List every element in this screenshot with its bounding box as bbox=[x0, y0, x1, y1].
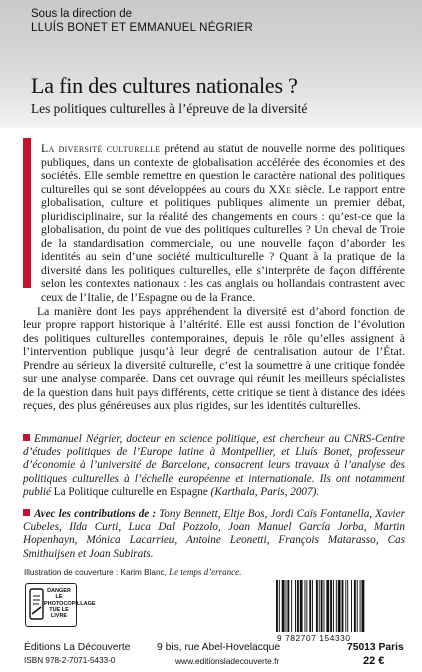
badge-line-2: LE bbox=[55, 594, 63, 601]
contributors-lead: Avec les contributions de : bbox=[34, 508, 157, 521]
publisher-website: www.editionsladecouverte.fr bbox=[175, 656, 280, 666]
barcode-bar bbox=[357, 580, 358, 632]
description bbox=[23, 142, 405, 413]
barcode-bar bbox=[362, 580, 365, 632]
barcode-bar bbox=[306, 580, 307, 632]
barcode-bar bbox=[321, 580, 323, 632]
barcode-bar bbox=[351, 580, 352, 632]
credit-work: Le temps d’errance. bbox=[169, 567, 242, 577]
badge-text bbox=[44, 588, 96, 620]
authors-note bbox=[23, 433, 405, 499]
authors-text: Emmanuel Négrier, docteur en science politique, est chercheur au CNRS-Centre d’études politiques de l’Europe latine à Montpellier, et Lluís Bonet, professeur d’économie à l’université de Barcelone, consacrent leurs travaux à l’analyse des politiques culturelles à l’échelle européenne et internationale. Ils ont notamment publié bbox=[23, 433, 405, 498]
barcode-bar bbox=[326, 580, 329, 632]
description-paragraph-2: La manière dont les pays appréhendent la diversité est d’abord fonction de leur propre rapport historique à l’altérité. Elle est aussi fonction de l’évolution des politiques culturelles contemporaines, depuis le rôle qu’elles assignent à l’intervention publique jusqu’à leur degré de centralisation autour de l’État. Prendre au sérieux la diversité culturelle, c’est la soumettre à une critique fondée sur une analyse comparée. Dans cet ouvrage qui réunit les meilleurs spécialistes de la question dans huit pays différents, cette critique se tient à distance des idées reçues, des plus généreuses aux plus rigides, sur les identités culturelles. bbox=[23, 304, 405, 413]
barcode-bar bbox=[330, 580, 332, 632]
isbn-barcode bbox=[274, 580, 400, 632]
referenced-book-title: La Politique culturelle en Espagne bbox=[53, 485, 208, 498]
barcode-bar bbox=[324, 580, 325, 632]
century-numeral: XXe bbox=[268, 182, 292, 196]
barcode-bar bbox=[319, 580, 320, 632]
cover-credit bbox=[24, 567, 241, 577]
badge-line-4: TUE LE LIVRE bbox=[49, 606, 69, 620]
referenced-book-publisher: (Karthala, Paris, 2007). bbox=[210, 485, 320, 498]
description-paragraph-1 bbox=[23, 142, 405, 305]
barcode-bar bbox=[305, 580, 306, 632]
contributors-list: Tony Bennett, Eltje Bos, Jordi Caïs Fontanella, Xavier Cubeles, Ilda Curti, Luca Dal Pozzolo, Joan Manuel García Jorba, Martin Hopenhayn, Mónica Lacarrieu, Antoine Leonetti, François Matarasso, Cas Smithuijsen et Joan Subirats. bbox=[23, 508, 405, 560]
publisher-city: 75013 Paris bbox=[347, 642, 404, 653]
barcode-bar bbox=[297, 580, 299, 632]
barcode-bar bbox=[295, 580, 296, 632]
price: 22 € bbox=[363, 655, 385, 667]
barcode-bar bbox=[316, 580, 318, 632]
p1-text-continued: siècle. Le rapport entre globalisation, culture et politiques publiques alimente un premier débat, pluridisciplinaire, sur la réalité des changements en cours : qu’est-ce que la globalisation, du point de vue des politiques culturelles ? Un cheval de Troie de la standardisation commerciale, ou une nouvelle façon d’aborder les identités au sein d’une société multiculturelle ? Quant à la pratique de la diversité dans les politiques culturelles, elle s’interprète de façon différente selon les contextes nationaux : les cas anglais ou hollandais contrastent avec ceux de l’Italie, de l’Espagne ou de la France. bbox=[41, 182, 406, 305]
publisher-name: Éditions La Découverte bbox=[24, 642, 131, 653]
contributors-note bbox=[23, 508, 405, 561]
p1-text: prétend au statut de nouvelle norme des politiques publiques, dans un contexte de globalisation accélérée des économies et des sociétés. Elle semble remettre en question le caractère national des politiques culturelles qui se sont développées au cours du bbox=[41, 142, 405, 196]
badge-line-1: DANGER bbox=[47, 588, 71, 594]
warning-book-icon bbox=[29, 587, 45, 621]
photocopy-warning-badge bbox=[25, 583, 96, 627]
barcode-bar bbox=[354, 580, 356, 632]
barcode-bar bbox=[276, 580, 278, 632]
publisher-address: 9 bis, rue Abel-Hovelacque bbox=[157, 642, 281, 653]
isbn-number: ISBN 978-2-7071-5433-0 bbox=[24, 656, 116, 665]
barcode-bar bbox=[282, 580, 285, 632]
barcode-bar bbox=[309, 580, 311, 632]
credit-prefix: Illustration de couverture : Karim Blanc, bbox=[24, 568, 167, 577]
barcode-bar bbox=[336, 580, 337, 632]
barcode-bar bbox=[291, 580, 292, 632]
barcode-bar bbox=[360, 580, 361, 632]
lead-phrase: La diversité culturelle bbox=[41, 142, 161, 155]
directors-block bbox=[31, 7, 253, 35]
barcode-bar bbox=[333, 580, 334, 632]
header-band bbox=[0, 0, 422, 128]
barcode-bar bbox=[279, 580, 280, 632]
barcode-bar bbox=[312, 580, 313, 632]
book-title: La fin des cultures nationales ? bbox=[31, 73, 298, 98]
barcode-bar bbox=[300, 580, 303, 632]
notes bbox=[23, 433, 405, 570]
red-square-bullet bbox=[23, 509, 30, 516]
barcode-bar bbox=[345, 580, 346, 632]
red-square-bullet bbox=[23, 434, 30, 441]
barcode-bar bbox=[287, 580, 289, 632]
directors-intro: Sous la direction de bbox=[31, 8, 133, 20]
barcode-bar bbox=[338, 580, 341, 632]
barcode-bar bbox=[342, 580, 344, 632]
barcode-bar bbox=[347, 580, 348, 632]
barcode-bar bbox=[286, 580, 287, 632]
directors-names: LLUÍS BONET ET EMMANUEL NÉGRIER bbox=[31, 22, 253, 34]
badge-line-3: PHOTOCOPILLAGE bbox=[44, 600, 96, 607]
book-subtitle: Les politiques culturelles à l’épreuve de la diversité bbox=[31, 101, 308, 116]
barcode-number: 9 782707 154330 bbox=[277, 633, 351, 643]
